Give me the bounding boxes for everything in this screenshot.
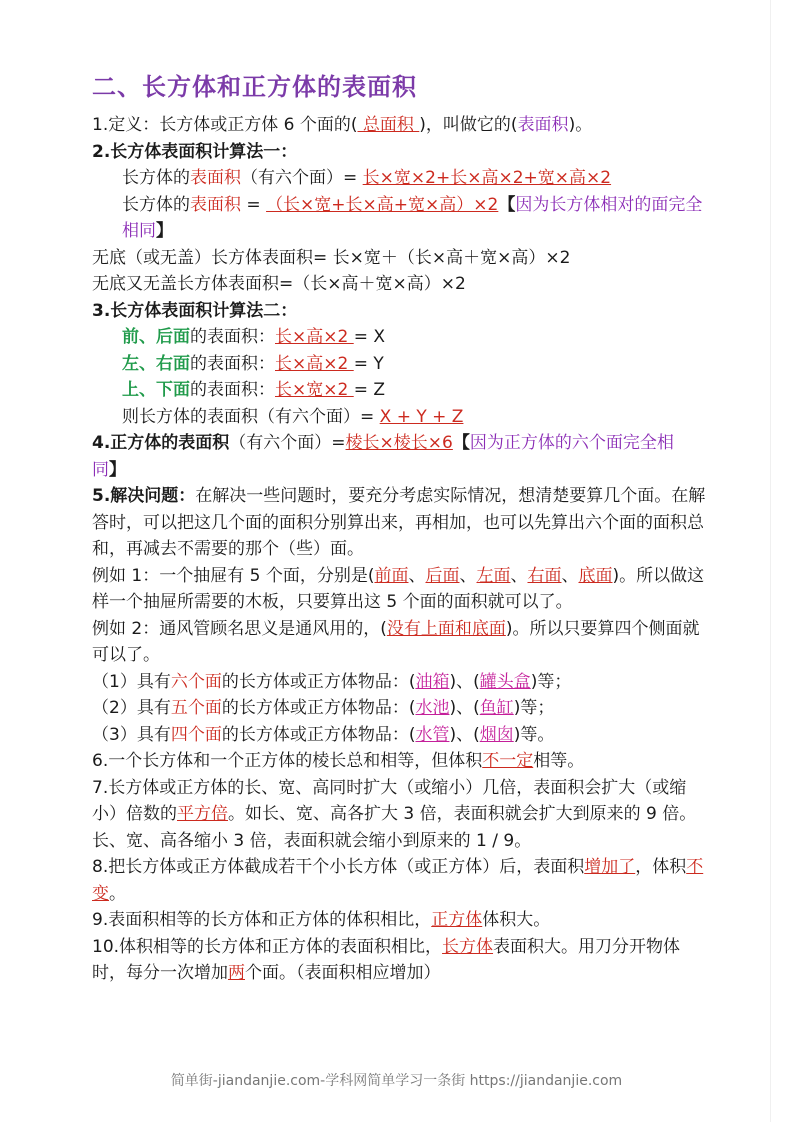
text: = Y bbox=[353, 353, 384, 374]
text: 例如 2：通风管顾名思义是通风用的，( bbox=[92, 618, 387, 639]
text: 8.把长方体或正方体截成若干个小长方体（或正方体）后，表面积 bbox=[92, 857, 585, 877]
keyword: 四个面 bbox=[170, 724, 222, 745]
heading: 4.正方体的表面积 bbox=[92, 433, 230, 453]
text: （1）具有 bbox=[92, 671, 171, 692]
text: 长方体的 bbox=[122, 168, 190, 188]
text: 则长方体的表面积（有六个面）= bbox=[122, 406, 380, 427]
text: 。 bbox=[109, 883, 126, 904]
answer: 鱼缸 bbox=[479, 698, 514, 718]
text: 7.长方体或正方体的长、宽、高同时扩大（或缩小）几倍，表面积会扩大（或缩小）倍数的 bbox=[92, 777, 687, 824]
answer: 后面 bbox=[425, 565, 460, 586]
face-label: 前、后面 bbox=[122, 327, 190, 347]
definition-line bbox=[92, 112, 707, 139]
text: 。如长、宽、高各扩大 3 倍，表面积就会扩大到原来的 9 倍。长、宽、高各缩小 3 倍，表面积就会缩小到原来的 1 / 9。 bbox=[92, 804, 697, 851]
bracket: 【 bbox=[498, 194, 516, 215]
document-body bbox=[92, 70, 707, 987]
total-line bbox=[92, 404, 707, 431]
text: 、 bbox=[459, 565, 477, 586]
formula-line-1 bbox=[92, 165, 707, 192]
formula: 棱长×棱长×6 bbox=[345, 433, 453, 453]
formula: 长×高×2 bbox=[275, 327, 354, 347]
text: )、( bbox=[449, 698, 480, 718]
six-faces-item bbox=[92, 669, 707, 696]
left-right-line bbox=[92, 351, 707, 378]
text: （有六个面）= bbox=[229, 433, 346, 453]
bracket: 【 bbox=[452, 433, 470, 453]
answer-total-area: 总面积 bbox=[357, 115, 420, 135]
reason-note: 因为长方体相对的面完全相同 bbox=[122, 194, 703, 241]
text: 个面。（表面积相应增加） bbox=[245, 963, 441, 983]
answer: 烟囱 bbox=[479, 724, 514, 745]
text: )等； bbox=[530, 671, 572, 692]
formula: 长×高×2 bbox=[275, 353, 354, 374]
front-back-line bbox=[92, 324, 707, 351]
text: 体积大。 bbox=[482, 910, 551, 930]
point-nine bbox=[92, 907, 707, 934]
answer: 平方倍 bbox=[177, 804, 228, 824]
answer-surface-area: 表面积 bbox=[517, 115, 569, 135]
formula: （长×宽+长×高+宽×高）×2 bbox=[266, 194, 499, 215]
text: 1.定义：长方体或正方体 6 个面的( bbox=[92, 115, 358, 135]
page-edge-divider bbox=[770, 0, 771, 1122]
top-bottom-line bbox=[92, 377, 707, 404]
text: 的表面积： bbox=[190, 353, 275, 374]
text: 长方体的 bbox=[122, 194, 190, 215]
answer: 正方体 bbox=[431, 910, 483, 930]
formula-line-2 bbox=[92, 192, 707, 245]
cube-surface-line bbox=[92, 430, 707, 483]
text: 的长方体或正方体物品：( bbox=[221, 671, 416, 692]
text: （2）具有 bbox=[92, 698, 171, 718]
text: 、 bbox=[408, 565, 426, 586]
text: 的长方体或正方体物品：( bbox=[221, 698, 416, 718]
four-faces-item bbox=[92, 722, 707, 749]
keyword: 六个面 bbox=[170, 671, 222, 692]
answer: 不一定 bbox=[482, 751, 534, 771]
text: ，体积 bbox=[635, 857, 687, 877]
bracket: 】 bbox=[109, 459, 126, 480]
answer: 两 bbox=[228, 963, 245, 983]
formula: 长×宽×2+长×高×2+宽×高×2 bbox=[362, 168, 612, 188]
text: 10.体积相等的长方体和正方体的表面积相比， bbox=[92, 936, 443, 957]
point-six bbox=[92, 748, 707, 775]
text: （3）具有 bbox=[92, 724, 171, 745]
answer: 左面 bbox=[476, 565, 511, 586]
keyword: 五个面 bbox=[170, 698, 222, 718]
formula: 长×宽×2 bbox=[275, 380, 354, 400]
method-one-heading: 2.长方体表面积计算法一： bbox=[92, 141, 298, 162]
answer: 油箱 bbox=[415, 671, 450, 692]
text: = Z bbox=[353, 380, 386, 400]
example-two bbox=[92, 616, 707, 669]
problem-solving-paragraph bbox=[92, 483, 707, 563]
text: 相等。 bbox=[533, 751, 585, 771]
answer: 水池 bbox=[415, 698, 450, 718]
face-label: 上、下面 bbox=[122, 380, 190, 400]
page-footer: 简单街-jiandanjie.com-学科网简单学习一条街 https://jiandanjie.com bbox=[170, 1073, 623, 1089]
text: )等。 bbox=[513, 724, 555, 745]
text: 、 bbox=[510, 565, 528, 586]
formula: X + Y + Z bbox=[379, 406, 464, 427]
text: 的长方体或正方体物品：( bbox=[221, 724, 416, 745]
section-title: 二、长方体和正方体的表面积 bbox=[92, 73, 417, 101]
text: )等； bbox=[513, 698, 555, 718]
method-two-heading: 3.长方体表面积计算法二： bbox=[92, 300, 298, 321]
reason-note: 因为正方体的六个面完全相同 bbox=[92, 433, 674, 480]
text: )、( bbox=[449, 724, 480, 745]
answer: 不变 bbox=[92, 857, 704, 904]
heading: 5.解决问题： bbox=[92, 486, 196, 506]
text: )。 bbox=[568, 115, 593, 135]
answer: 没有上面和底面 bbox=[386, 618, 506, 639]
text: 例如 1：一个抽屉有 5 个面，分别是( bbox=[92, 565, 375, 586]
example-one bbox=[92, 563, 707, 616]
text: )、( bbox=[449, 671, 480, 692]
text: )，叫做它的( bbox=[419, 115, 518, 135]
keyword: 表面积 bbox=[190, 168, 241, 188]
face-label: 左、右面 bbox=[122, 353, 190, 374]
text: )。所以只要算四个侧面就可以了。 bbox=[92, 618, 700, 665]
point-seven bbox=[92, 775, 707, 855]
bracket: 】 bbox=[156, 221, 173, 241]
point-ten bbox=[92, 934, 707, 987]
text: 的表面积： bbox=[190, 380, 275, 400]
text: )。所以做这样一个抽屉所需要的木板，只要算出这 5 个面的面积就可以了。 bbox=[92, 565, 705, 612]
no-bottom-formula: 无底（或无盖）长方体表面积= 长×宽＋（长×高＋宽×高）×2 bbox=[92, 247, 571, 268]
answer: 增加了 bbox=[584, 857, 636, 877]
text: = X bbox=[353, 327, 386, 347]
text: 在解决一些问题时，要充分考虑实际情况，想清楚要算几个面。在解答时，可以把这几个面的面积分别算出来，再相加，也可以先算出六个面的面积总和，再减去不需要的那个（些）面。 bbox=[92, 486, 706, 559]
answer: 水管 bbox=[415, 724, 450, 745]
text: 6.一个长方体和一个正方体的棱长总和相等，但体积 bbox=[92, 751, 483, 771]
text: 、 bbox=[561, 565, 579, 586]
text: = bbox=[241, 194, 267, 215]
text: （有六个面）= bbox=[241, 168, 363, 188]
no-bottom-no-top-formula: 无底又无盖长方体表面积=（长×高＋宽×高）×2 bbox=[92, 274, 466, 294]
answer: 长方体 bbox=[442, 936, 494, 957]
point-eight bbox=[92, 854, 707, 907]
answer: 罐头盒 bbox=[479, 671, 531, 692]
answer: 前面 bbox=[374, 565, 409, 586]
keyword: 表面积 bbox=[190, 194, 241, 215]
five-faces-item bbox=[92, 695, 707, 722]
text: 9.表面积相等的长方体和正方体的体积相比， bbox=[92, 910, 432, 930]
text: 表面积大。用刀分开物体时，每分一次增加 bbox=[92, 936, 681, 983]
text: 的表面积： bbox=[190, 327, 275, 347]
answer: 底面 bbox=[578, 565, 613, 586]
answer: 右面 bbox=[527, 565, 562, 586]
